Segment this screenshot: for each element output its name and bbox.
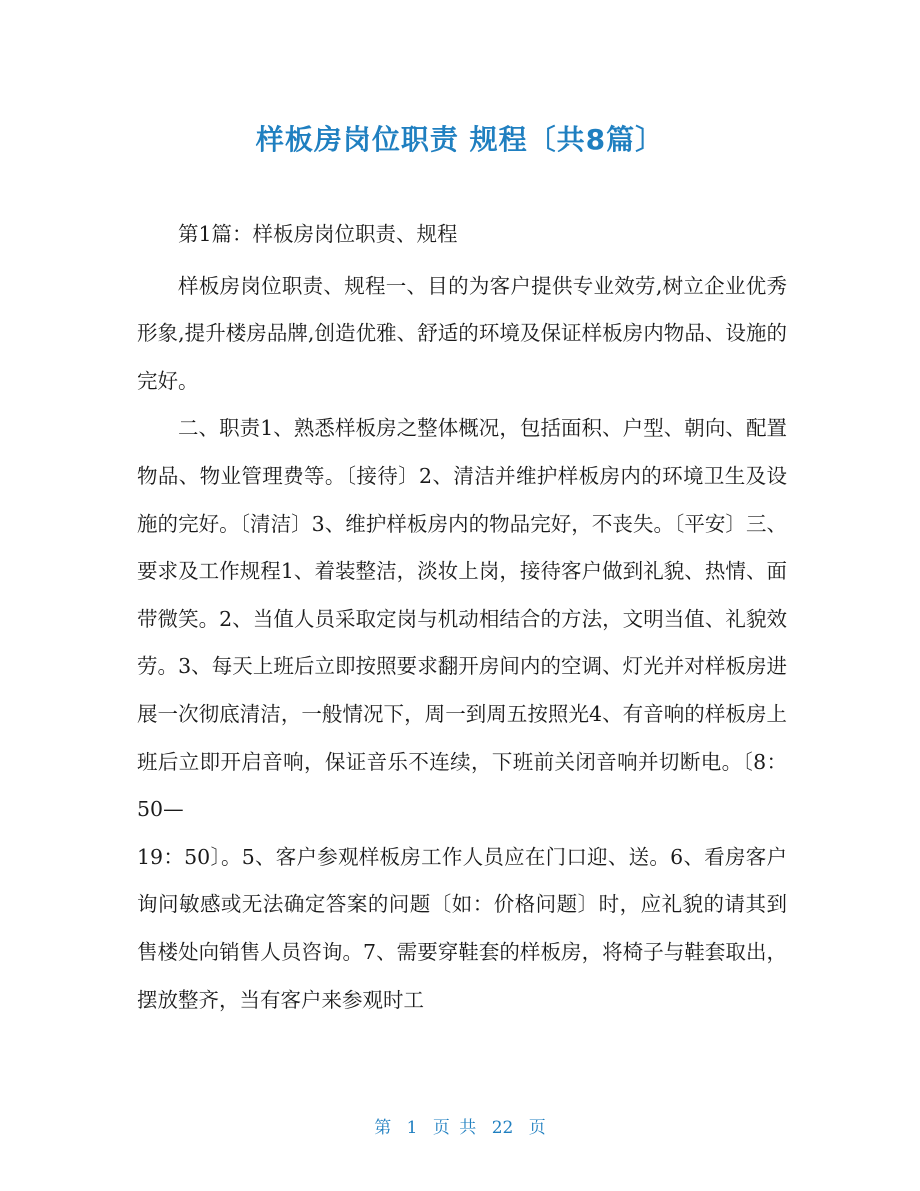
- document-title: 样板房岗位职责 规程〔共8篇〕: [255, 123, 665, 156]
- paragraph-duties: 二、职责1、熟悉样板房之整体概况，包括面积、户型、朝向、配置物品、物业管理费等。〔接待〕2、清洁并维护样板房内的环境卫生及设施的完好。〔清洁〕3、维护样板房内的物品完好，不丧失。〔平安〕三、要求及工作规程1、着装整洁，淡妆上岗，接待客户做到礼貌、热情、面带微笑。2、当值人员采取定岗与机动相结合的方法，文明当值、礼貌效劳。3、每天上班后立即按照要求翻开房间内的空调、灯光并对样板房进展一次彻底清洁，一般情况下，周一到周五按照光4、有音响的样板房上班后立即开启音响，保证音乐不连续，下班前关闭音响并切断电。〔8：50—: [137, 416, 787, 822]
- page-footer: [0, 1113, 920, 1138]
- paragraph-purpose: 样板房岗位职责、规程一、目的为客户提供专业效劳,树立企业优秀形象,提升楼房品牌,创造优雅、舒适的环境及保证样板房内物品、设施的完好。: [137, 273, 787, 393]
- document-body: [137, 211, 787, 1024]
- footer-page-number: 1: [406, 1118, 418, 1138]
- paragraph-continuation: 19：50〕。5、客户参观样板房工作人员应在门口迎、送。6、看房客户询问敏感或无法确定答案的问题〔如：价格问题〕时，应礼貌的请其到售楼处向销售人员咨询。7、需要穿鞋套的样板房，将椅子与鞋套取出，摆放整齐，当有客户来参观时工: [137, 844, 787, 1012]
- footer-suffix: 页: [528, 1118, 546, 1138]
- footer-prefix: 第: [374, 1118, 392, 1138]
- footer-total-pages: 22: [491, 1118, 514, 1138]
- section-heading: 第1篇：样板房岗位职责、规程: [178, 222, 458, 246]
- footer-mid: 页 共: [432, 1118, 477, 1138]
